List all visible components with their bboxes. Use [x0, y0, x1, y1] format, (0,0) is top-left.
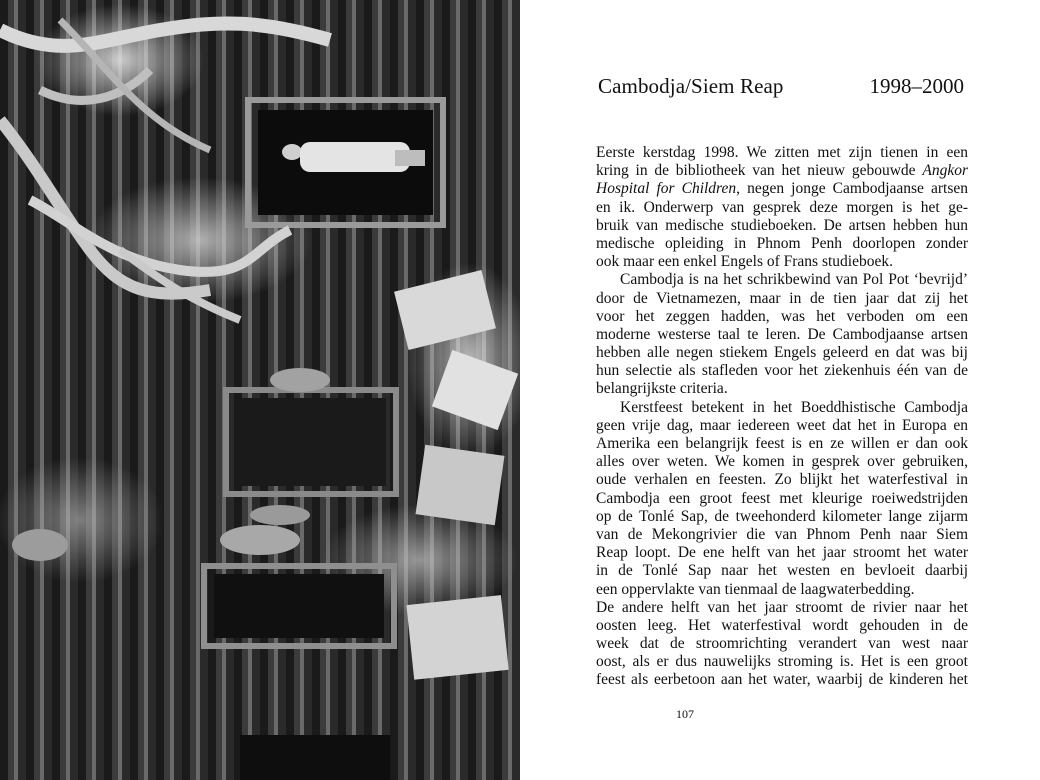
body-line: in de Tonlé Sap naar het westen en bevloeit daarbij: [596, 562, 968, 580]
body-line: geen vrije dag, maar iedereen weet dat het in Europa en: [596, 416, 968, 434]
body-line: Cambodja is na het schrikbewind van Pol Pot ‘bevrijd’: [620, 271, 968, 289]
body-line: Kerstfeest betekent in het Boeddhistische Cambodja: [620, 398, 968, 416]
chapter-heading: [598, 74, 964, 104]
body-line: van de Mekongrivier die van Phnom Penh naar Siem: [596, 525, 968, 543]
body-line: moderne westerse taal te leren. De Cambodjaanse artsen: [596, 325, 968, 343]
body-line: Amerika een belangrijk feest is en ze willen er dan ook: [596, 435, 968, 452]
body-line: oosten leeg. Het waterfestival wordt gehouden in de: [596, 616, 968, 634]
body-line: Hospital for Children, negen jonge Cambodjaanse artsen: [596, 180, 968, 198]
body-line: Eerste kerstdag 1998. We zitten met zijn tienen in een: [596, 144, 968, 161]
chapter-years: 1998–2000: [869, 74, 964, 98]
body-line: een oppervlakte van tienmaal de laagwaterbedding.: [596, 580, 915, 598]
text-page: [520, 0, 1040, 780]
body-line: hun selectie als stafleden voor het ziekenhuis één van de: [596, 362, 968, 380]
body-line: feest als eerbetoon aan het water, waarbij de kinderen het: [596, 671, 968, 689]
chapter-title: Cambodja/Siem Reap: [598, 74, 784, 98]
body-line: De andere helft van het jaar stroomt de rivier naar het: [596, 598, 968, 616]
body-line: Reap loopt. De ene helft van het jaar stroomt het water: [596, 544, 968, 562]
body-line: hebben alle negen stiekem Engels geleerd en dat was bij: [596, 344, 968, 362]
body-line: medische opleiding in Phnom Penh doorlopen zonder: [596, 234, 968, 252]
body-line: oost, als er dus nauwelijks stroming is. Het is een groot: [596, 653, 968, 671]
body-line: week dat de stroomrichting verandert van west naar: [596, 635, 968, 653]
body-line: bruik van medische studieboeken. De artsen hebben hun: [596, 216, 968, 234]
body-line: door de Vietnamezen, maar in de tien jaar dat zij het: [596, 289, 968, 307]
body-line: Cambodja een groot feest met kleurige roeiwedstrijden: [596, 489, 968, 507]
body-line: en ik. Onderwerp van gesprek deze morgen is het ge-: [596, 198, 968, 216]
body-line: oude verhalen en feesten. Zo blijkt het waterfestival in: [596, 471, 968, 489]
body-line: voor het zeggen hadden, was het verboden om een: [596, 307, 968, 325]
body-text: [596, 144, 968, 690]
page-number: 107: [676, 707, 694, 721]
body-line: op de Tonlé Sap, de tweehonderd kilometer lange zijarm: [596, 507, 968, 525]
body-line: belangrijkste criteria.: [596, 380, 728, 398]
body-line: kring in de bibliotheek van het nieuw gebouwde Angkor: [596, 162, 968, 180]
body-line: ook maar een enkel Engels of Frans studieboek.: [596, 253, 893, 271]
body-line: alles over weten. We komen in gesprek over gebruiken,: [596, 453, 968, 471]
